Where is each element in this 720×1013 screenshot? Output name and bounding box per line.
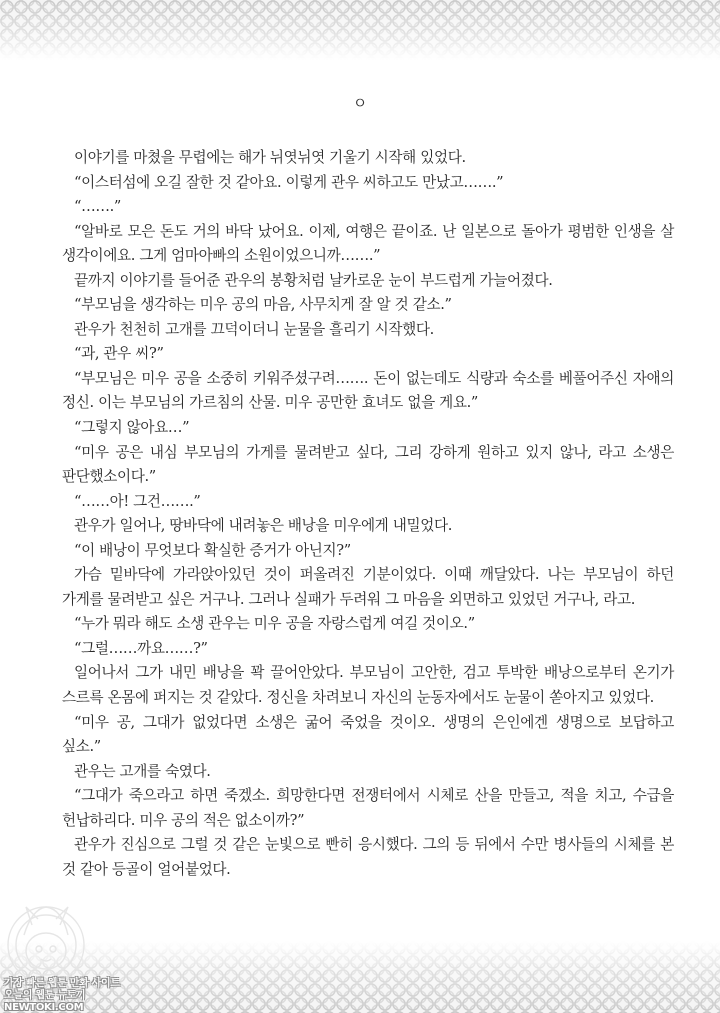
watermark-line-1: 가장 빠른 웹툰 만화 사이트 bbox=[4, 978, 120, 989]
paragraph: 관우가 일어나, 땅바닥에 내려놓은 배낭을 미우에게 내밀었다. bbox=[74, 517, 453, 535]
paragraph: “이 배낭이 무엇보다 확실한 증거가 아닌지?” bbox=[74, 541, 351, 559]
paragraph: 이야기를 마쳤을 무렵에는 해가 뉘엿뉘엿 기울기 시작해 있었다. bbox=[74, 149, 466, 166]
paragraph: 관우가 천천히 고개를 끄덕이더니 눈물을 흘리기 시작했다. bbox=[74, 320, 434, 338]
paragraph: 끝까지 이야기를 들어준 관우의 봉황처럼 날카로운 눈이 부드럽게 가늘어졌다. bbox=[74, 271, 553, 289]
paragraph: “부모님을 생각하는 미우 공의 마음, 사무치게 잘 알 것 같소.” bbox=[74, 296, 452, 314]
paragraph: 관우는 고개를 숙였다. bbox=[74, 762, 211, 780]
paragraph: “이스터섬에 오길 잘한 것 같아요. 이렇게 관우 씨하고도 만났고…….” bbox=[74, 173, 504, 191]
paragraph: “……아! 그건…….” bbox=[74, 492, 201, 510]
paragraph: “…….” bbox=[74, 198, 121, 216]
paragraph: “미우 공, 그대가 없었다면 소생은 굶어 죽었을 것이오. 생명의 은인에겐 생명으로 보답하고 싶소.” bbox=[62, 713, 674, 756]
watermark-line-2: 오늘의 웹툰 뉴토끼 bbox=[4, 990, 86, 1001]
paragraph: “부모님은 미우 공을 소중히 키워주셨구려……. 돈이 없는데도 식량과 숙소를 베풀어주신 자애의 정신. 이는 부모님의 가르침의 산물. 미우 공만한 효녀도 없을 게요.” bbox=[62, 369, 674, 412]
paragraph: 관우가 진심으로 그럴 것 같은 눈빛으로 빤히 응시했다. 그의 등 뒤에서 수만 병사들의 시체를 본 것 같아 등골이 얼어붙었다. bbox=[62, 836, 674, 878]
watermark-line-3: NEWTOKI.COM bbox=[4, 1002, 84, 1013]
site-watermark bbox=[0, 893, 120, 1013]
section-break-mark: ㅇ bbox=[352, 94, 368, 112]
paragraph: 일어나서 그가 내민 배낭을 꽉 끌어안았다. 부모님이 고안한, 검고 투박한 배낭으로부터 온기가 스르륵 온몸에 퍼지는 것 같았다. 정신을 차려보니 자신의 눈동자에서도 눈물이 쏟아지고 있었다. bbox=[62, 664, 674, 707]
top-pattern-border bbox=[0, 0, 720, 60]
body-text bbox=[62, 146, 674, 882]
paragraph: “과, 관우 씨?” bbox=[74, 345, 164, 363]
paragraph: “누가 뭐라 해도 소생 관우는 미우 공을 자랑스럽게 여길 것이오.” bbox=[74, 615, 475, 633]
paragraph: “그대가 죽으라고 하면 죽겠소. 희망한다면 전쟁터에서 시체로 산을 만들고, 적을 치고, 수급을 헌납하리다. 미우 공의 적은 없소이까?” bbox=[62, 787, 674, 829]
paragraph: “그럴……까요……?” bbox=[74, 639, 208, 657]
paragraph: 가슴 밑바닥에 가라앉아있던 것이 퍼올려진 기분이었다. 이때 깨달았다. 나는 부모님이 하던 가게를 물려받고 싶은 거구나. 그러나 실패가 두려워 그 마음을 외면하고 있었던 거구나, 라고. bbox=[62, 566, 674, 608]
paragraph: “미우 공은 내심 부모님의 가게를 물려받고 싶다, 그리 강하게 원하고 있지 않나, 라고 소생은 판단했소이다.” bbox=[62, 443, 674, 486]
paragraph: “그렇지 않아요…” bbox=[74, 419, 190, 437]
paragraph: “알바로 모은 돈도 거의 바닥 났어요. 이제, 여행은 끝이죠. 난 일본으로 돌아가 평범한 인생을 살 생각이에요. 그게 엄마아빠의 소원이었으니까…….” bbox=[62, 222, 674, 265]
